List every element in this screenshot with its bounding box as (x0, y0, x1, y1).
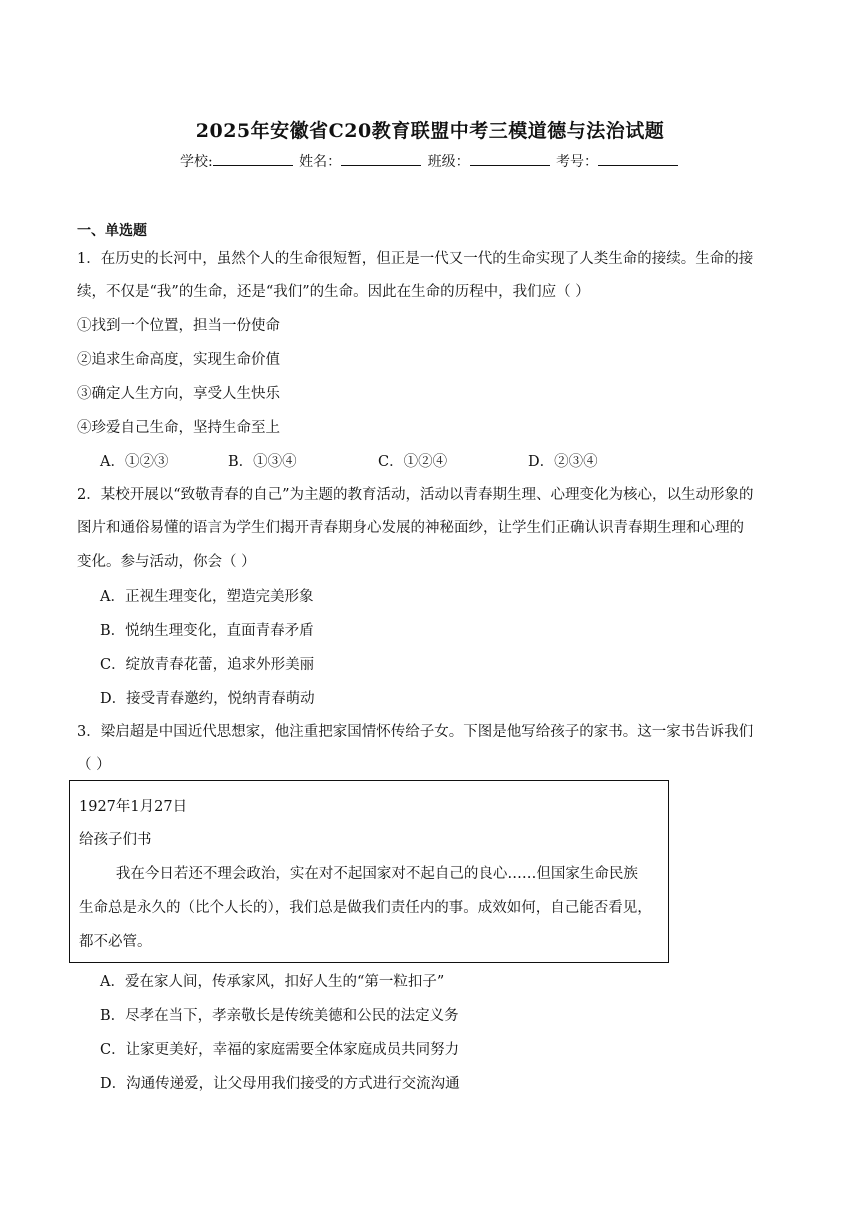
exam-title: 2025年安徽省C20教育联盟中考三模道德与法治试题 (195, 120, 665, 142)
q3-option-a[interactable]: A．爱在家人间，传承家风，扣好人生的“第一粒扣子” (100, 974, 445, 990)
q1-option-d[interactable]: D．②③④ (528, 454, 598, 470)
q2-option-b[interactable]: B．悦纳生理变化，直面青春矛盾 (100, 623, 314, 639)
q1-item-3: ③确定人生方向，享受人生快乐 (77, 386, 280, 402)
name-blank[interactable] (341, 151, 421, 166)
q2-option-a[interactable]: A．正视生理变化，塑造完美形象 (100, 589, 314, 605)
name-label: 姓名： (299, 154, 342, 170)
letter-heading: 给孩子们书 (79, 832, 152, 848)
q3-stem-line2: （ ） (77, 757, 111, 773)
q2-stem-line3: 变化。参与活动，你会（ ） (77, 554, 256, 570)
section-heading: 一、单选题 (77, 223, 147, 239)
q1-option-c[interactable]: C．①②④ (378, 454, 448, 470)
number-label: 考号： (556, 154, 599, 170)
q3-option-c[interactable]: C．让家更美好，幸福的家庭需要全体家庭成员共同努力 (100, 1042, 460, 1058)
q2-option-d[interactable]: D．接受青春邀约，悦纳青春萌动 (100, 691, 315, 707)
letter-date: 1927年1月27日 (79, 799, 188, 815)
letter-box (69, 780, 669, 963)
letter-body-line3: 都不必管。 (79, 934, 152, 950)
q2-stem-line2: 图片和通俗易懂的语言为学生们揭开青春期身心发展的神秘面纱，让学生们正确认识青春期生理和心理的 (77, 520, 744, 536)
student-info-row (0, 151, 860, 171)
q3-stem-line1: 3．梁启超是中国近代思想家，他注重把家国情怀传给子女。下图是他写给孩子的家书。这一家书告诉我们 (77, 724, 754, 740)
q1-option-a[interactable]: A．①②③ (100, 454, 169, 470)
letter-body-line2: 生命总是永久的（比个人长的），我们总是做我们责任内的事。成效如何，自己能否看见， (79, 900, 652, 916)
q1-item-1: ①找到一个位置，担当一份使命 (77, 318, 280, 334)
school-label: 学校: (179, 154, 213, 170)
q1-item-2: ②追求生命高度，实现生命价值 (77, 352, 280, 368)
letter-body-line1: 我在今日若还不理会政治，实在对不起国家对不起自己的良心……但国家生命民族 (79, 866, 638, 882)
class-label: 班级： (427, 154, 470, 170)
q1-stem-line1: 1．在历史的长河中，虽然个人的生命很短暂，但正是一代又一代的生命实现了人类生命的接续。生命的接 (77, 251, 754, 267)
q1-stem-line2: 续，不仅是“我”的生命，还是“我们”的生命。因此在生命的历程中，我们应（ ） (77, 284, 590, 300)
school-blank[interactable] (213, 151, 293, 166)
q2-option-c[interactable]: C．绽放青春花蕾，追求外形美丽 (100, 657, 315, 673)
number-blank[interactable] (598, 151, 678, 166)
q3-option-d[interactable]: D．沟通传递爱，让父母用我们接受的方式进行交流沟通 (100, 1076, 460, 1092)
q2-stem-line1: 2．某校开展以“致敬青春的自己”为主题的教育活动，活动以青春期生理、心理变化为核心，以生动形象的 (77, 487, 754, 503)
class-blank[interactable] (470, 151, 550, 166)
q1-option-b[interactable]: B．①③④ (228, 454, 297, 470)
q1-item-4: ④珍爱自己生命，坚持生命至上 (77, 420, 280, 436)
q3-option-b[interactable]: B．尽孝在当下，孝亲敬长是传统美德和公民的法定义务 (100, 1008, 459, 1024)
